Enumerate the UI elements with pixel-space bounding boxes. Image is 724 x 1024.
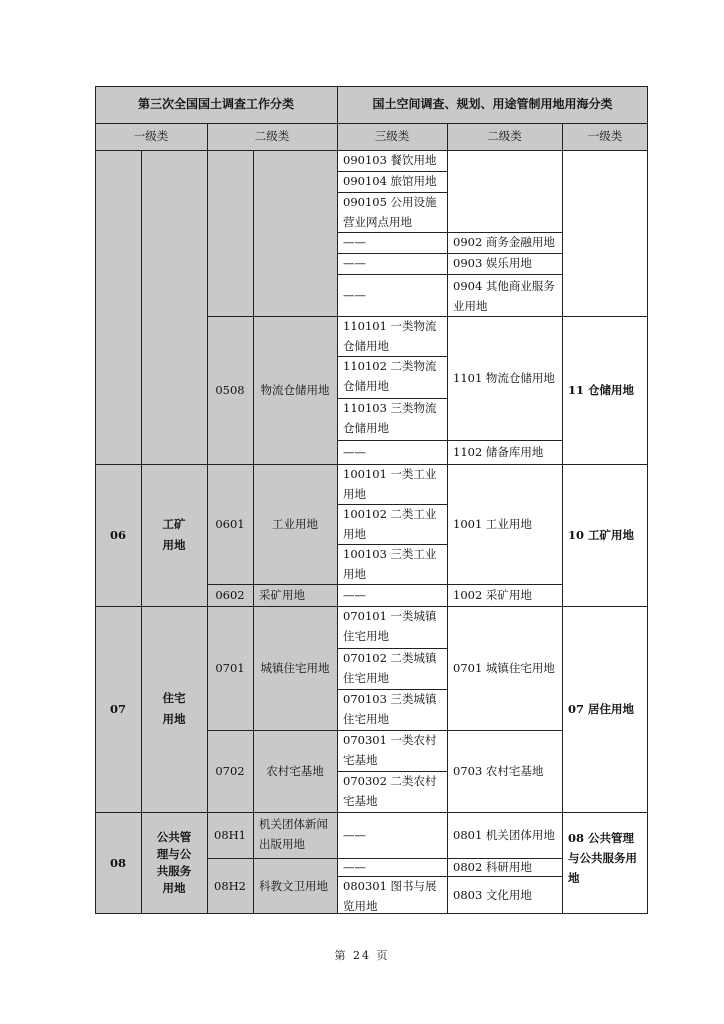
grid-line	[207, 123, 208, 914]
grid-line	[253, 150, 254, 914]
class3-070102: 070102 二类城镇住宅用地	[343, 651, 437, 685]
class2-0803: 0803 文化用地	[453, 887, 532, 902]
grid-line	[337, 648, 447, 649]
class3-070301: 070301 一类农村宅基地	[343, 733, 437, 767]
level2-code-0601: 0601	[215, 516, 245, 531]
level2-code-0701: 0701	[215, 660, 245, 675]
level2-code-0602: 0602	[215, 587, 245, 602]
class3-100101: 100101 一类工业用地	[343, 467, 437, 501]
grid-line	[95, 812, 648, 813]
class2-0802: 0802 科研用地	[453, 859, 532, 874]
grid-line	[337, 398, 447, 399]
header-right-title: 国土空间调查、规划、用途管制用地用海分类	[372, 97, 613, 111]
header-left-title: 第三次全国国土调查工作分类	[137, 97, 294, 111]
level2-code-08H2: 08H2	[214, 878, 246, 893]
grid-line	[95, 86, 96, 914]
col-header-r3: 三级类	[374, 129, 410, 143]
class2-1001: 1001 工业用地	[453, 516, 532, 531]
level1-name-06: 工矿用地	[162, 517, 186, 552]
class1-11: 11 仓储用地	[568, 382, 635, 397]
col-header-l1: 一级类	[133, 129, 169, 143]
grid-line	[337, 86, 338, 914]
grid-line	[337, 274, 562, 275]
class3-110103: 110103 三类物流仓储用地	[343, 401, 437, 435]
grid-line	[647, 86, 648, 914]
level2-code-08H1: 08H1	[214, 827, 246, 842]
class1-08: 08 公共管理与公共服务用地	[568, 831, 637, 885]
grid-line	[141, 150, 142, 914]
class2-0801: 0801 机关团体用地	[453, 827, 555, 842]
grid-line	[207, 730, 562, 731]
class2-0904: 0904 其他商业服务业用地	[453, 279, 555, 313]
grid-line	[447, 123, 448, 914]
grid-line	[337, 192, 447, 193]
col-header-l2: 二级类	[254, 129, 290, 143]
level2-name-0701: 城镇住宅用地	[260, 660, 330, 675]
grid-line	[207, 316, 648, 317]
grid-line	[562, 123, 563, 914]
class2-0903: 0903 娱乐用地	[453, 256, 532, 270]
class3-090105: 090105 公用设施营业网点用地	[343, 195, 437, 229]
level2-code-0508: 0508	[215, 382, 245, 397]
level2-code-0702: 0702	[215, 763, 245, 778]
level2-name-08H1: 机关团体新闻出版用地	[259, 817, 328, 851]
class2-1101: 1101 物流仓储用地	[453, 370, 555, 385]
dash-cell: ——	[343, 235, 366, 249]
level1-code-07: 07	[109, 701, 126, 716]
class2-1102: 1102 储备库用地	[453, 444, 544, 459]
grid-line	[95, 86, 648, 87]
level2-name-0508: 物流仓储用地	[260, 382, 330, 397]
grid-line	[337, 771, 447, 772]
grid-line	[337, 253, 562, 254]
grid-line	[95, 123, 648, 124]
grid-line	[95, 464, 648, 465]
class2-0701: 0701 城镇住宅用地	[453, 660, 555, 675]
dash-cell: ——	[343, 827, 366, 842]
class3-100102: 100102 二类工业用地	[343, 507, 437, 541]
class3-070103: 070103 三类城镇住宅用地	[343, 692, 437, 726]
col-header-r1: 一级类	[587, 129, 623, 143]
grid-line	[337, 171, 447, 172]
grid-line	[337, 504, 447, 505]
grid-line	[337, 232, 562, 233]
class3-110102: 110102 二类物流仓储用地	[343, 359, 437, 393]
land-classification-table	[95, 86, 648, 914]
grid-line	[337, 356, 447, 357]
class3-070302: 070302 二类农村宅基地	[343, 774, 437, 808]
class3-110101: 110101 一类物流仓储用地	[343, 319, 437, 353]
dash-cell: ——	[343, 859, 366, 874]
grid-line	[95, 913, 648, 914]
class1-07: 07 居住用地	[568, 701, 635, 716]
level2-name-0602: 采矿用地	[259, 587, 305, 602]
level2-name-0702: 农村宅基地	[266, 763, 324, 778]
level1-code-06: 06	[109, 527, 126, 542]
grid-line	[337, 876, 562, 877]
class3-070101: 070101 一类城镇住宅用地	[343, 609, 437, 643]
grid-line	[207, 584, 562, 585]
dash-cell: ——	[343, 587, 366, 602]
page-number: 第 24 页	[334, 949, 390, 962]
level2-name-08H2: 科教文卫用地	[259, 878, 328, 893]
grid-line	[337, 440, 562, 441]
class1-10: 10 工矿用地	[568, 527, 635, 542]
grid-line	[207, 858, 562, 859]
col-header-r2: 二级类	[487, 129, 522, 143]
class3-080301: 080301 图书与展览用地	[343, 879, 437, 913]
level1-name-07: 住宅用地	[162, 691, 186, 726]
class3-100103: 100103 三类工业用地	[343, 547, 437, 581]
class2-1002: 1002 采矿用地	[453, 587, 532, 602]
class2-0703: 0703 农村宅基地	[453, 763, 544, 778]
class3-090104: 090104 旅馆用地	[343, 174, 437, 188]
grid-line	[95, 606, 648, 607]
level1-name-08: 公共管理与公共服务用地	[156, 830, 192, 895]
dash-cell: ——	[343, 287, 366, 302]
grid-line	[337, 544, 447, 545]
class3-090103: 090103 餐饮用地	[343, 153, 437, 167]
dash-cell: ——	[343, 256, 366, 270]
grid-line	[95, 150, 648, 151]
level1-code-08: 08	[109, 855, 126, 870]
class2-0902: 0902 商务金融用地	[453, 235, 555, 249]
level2-name-0601: 工业用地	[272, 516, 318, 531]
dash-cell: ——	[343, 444, 366, 459]
grid-line	[337, 689, 447, 690]
